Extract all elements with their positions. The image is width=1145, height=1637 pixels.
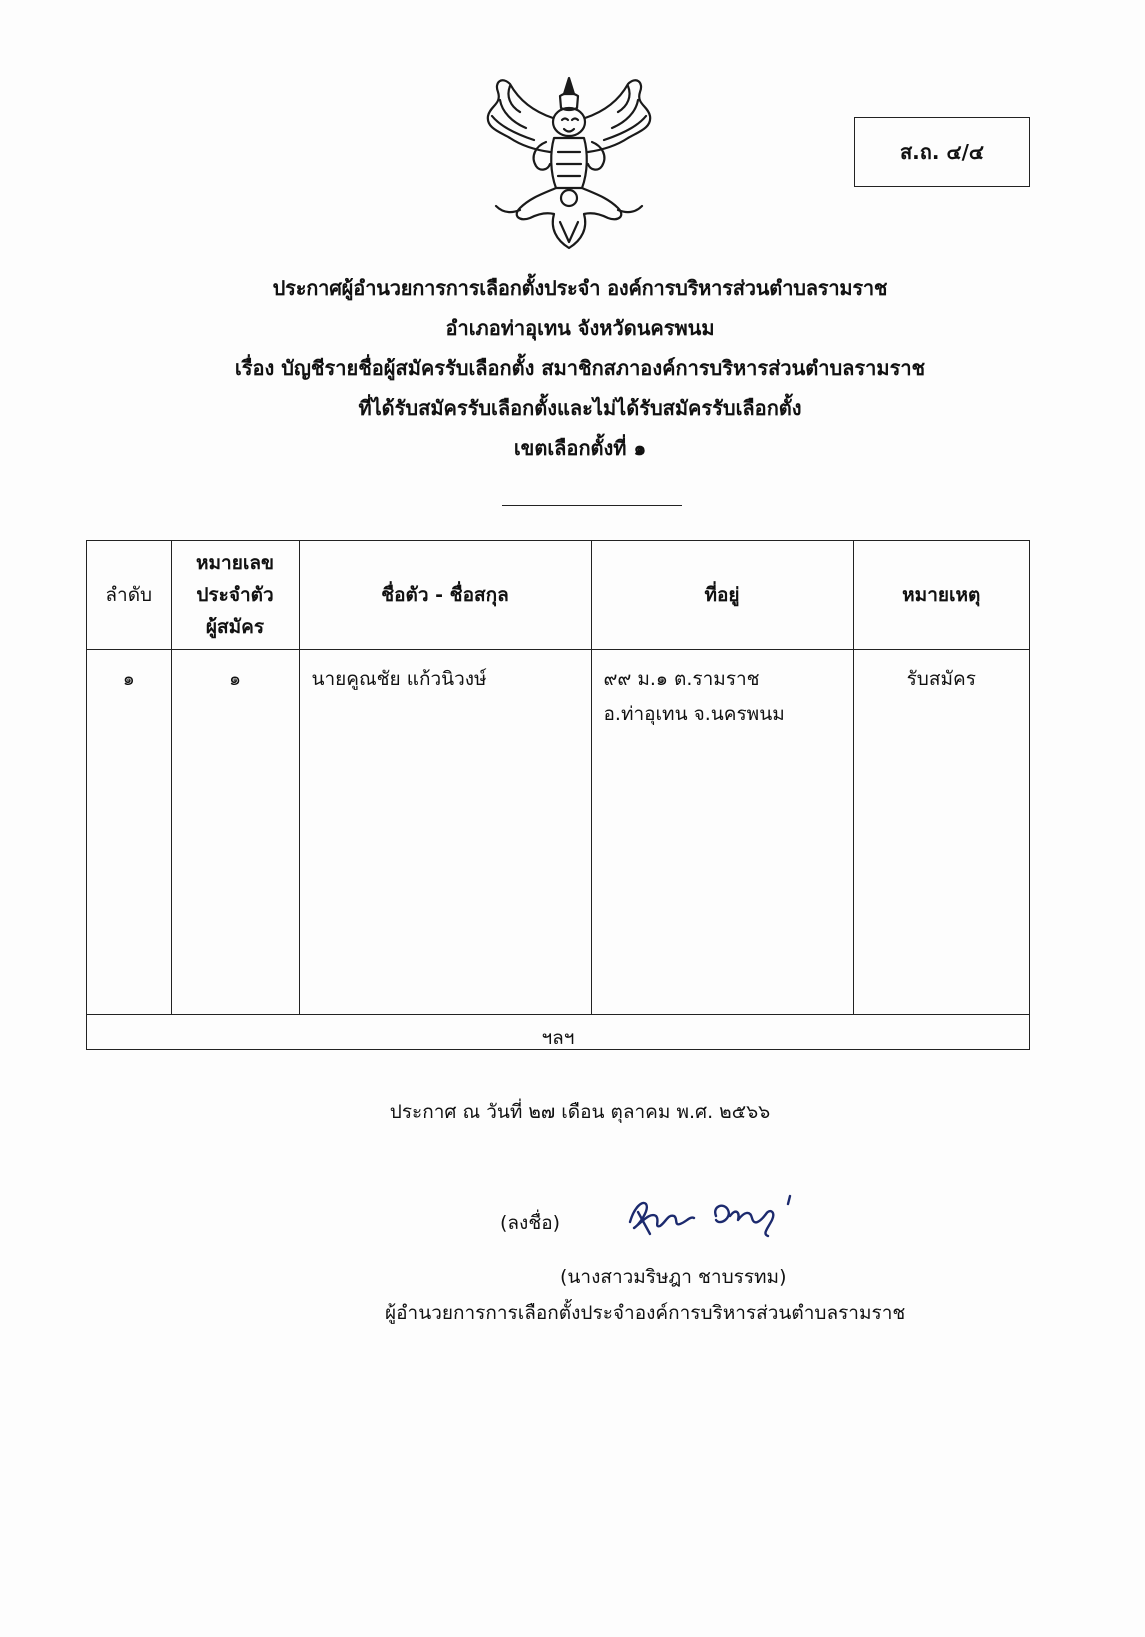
table-footer-etc: ฯลฯ [541, 1027, 575, 1049]
cell-name: นายคูณชัย แก้วนิวงษ์ [299, 650, 591, 1015]
header-candidate-no-line: ประจำตัว [196, 584, 274, 606]
table-row [87, 650, 1029, 1015]
header-candidate-no-line: หมายเลข [196, 552, 274, 574]
title-line-4: ที่ได้รับสมัครรับเลือกตั้งและไม่ได้รับสมัครรับเลือกตั้ง [358, 396, 802, 420]
garuda-emblem-icon [480, 72, 658, 254]
header-seq: ลำดับ [87, 541, 171, 650]
address-line-1: ๙๙ ม.๑ ต.รามราช [603, 668, 760, 690]
header-remark: หมายเหตุ [853, 541, 1029, 650]
signature-label: (ลงชื่อ) [500, 1212, 561, 1234]
table-footer-row [87, 1014, 1029, 1061]
signer-name: (นางสาวมริษฎา ชาบรรทม) [560, 1266, 787, 1288]
handwritten-signature-icon [620, 1182, 820, 1242]
signer-position: ผู้อำนวยการการเลือกตั้งประจำองค์การบริหารส่วนตำบลรามราช [385, 1302, 906, 1324]
announcement-date: ประกาศ ณ วันที่ ๒๗ เดือน ตุลาคม พ.ศ. ๒๕๖๖ [389, 1101, 771, 1123]
title-line-3: เรื่อง บัญชีรายชื่อผู้สมัครรับเลือกตั้ง สมาชิกสภาองค์การบริหารส่วนตำบลรามราช [234, 356, 926, 380]
cell-remark: รับสมัคร [906, 668, 976, 690]
header-candidate-no-line: ผู้สมัคร [205, 616, 265, 638]
announcement-title [180, 268, 980, 468]
title-divider [502, 505, 682, 506]
title-line-2: อำเภอท่าอุเทน จังหวัดนครพนม [445, 316, 715, 340]
table-header-row [87, 541, 1029, 650]
form-code-box [854, 117, 1030, 187]
header-address: ที่อยู่ [591, 541, 853, 650]
cell-seq: ๑ [87, 650, 171, 1015]
cell-address [591, 650, 853, 1015]
header-name: ชื่อตัว - ชื่อสกุล [299, 541, 591, 650]
title-line-5: เขตเลือกตั้งที่ ๑ [513, 436, 647, 460]
form-code: ส.ถ. ๔/๔ [899, 140, 985, 164]
cell-candidate-no: ๑ [171, 650, 299, 1015]
title-line-1: ประกาศผู้อำนวยการการเลือกตั้งประจำ องค์การบริหารส่วนตำบลรามราช [272, 276, 888, 300]
header-candidate-no [171, 541, 299, 650]
candidate-table [86, 540, 1030, 1050]
address-line-2: อ.ท่าอุเทน จ.นครพนม [603, 703, 785, 725]
